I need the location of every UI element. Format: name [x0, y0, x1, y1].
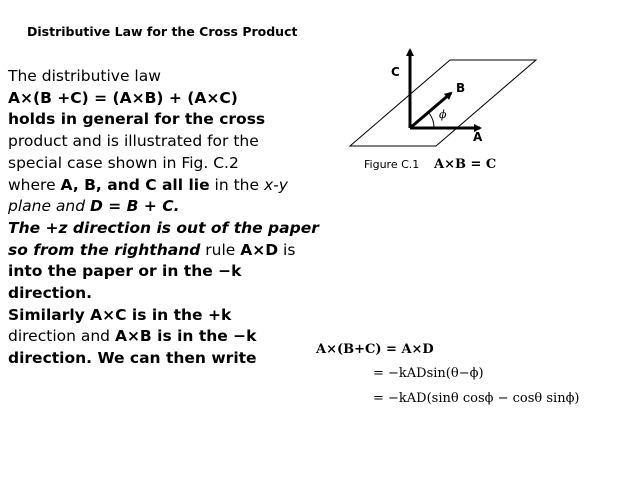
equation-line-3: = −kAD(sinθ cosϕ − cosθ sinϕ) — [373, 391, 580, 406]
body-text-segment: The distributive law — [8, 67, 161, 85]
vector-figure — [330, 30, 540, 175]
body-text-segment: holds in general for the cross — [8, 110, 266, 129]
body-line — [8, 305, 338, 327]
angle-arc — [429, 113, 434, 128]
slide-title: Distributive Law for the Cross Product — [27, 24, 298, 39]
body-text-segment: is — [278, 240, 296, 259]
body-text-segment: The +z direction is out of the paper — [8, 218, 319, 237]
body-text-segment: A×D — [240, 240, 279, 259]
body-text-segment: direction and — [8, 327, 115, 346]
body-text-segment: into the paper or in the −k — [8, 262, 242, 281]
figure-caption-formula: A×B = C — [434, 157, 497, 172]
body-line — [8, 326, 338, 348]
body-text — [8, 66, 338, 370]
body-line — [8, 240, 338, 262]
xy-plane — [350, 60, 536, 146]
body-text-segment: where — [8, 175, 61, 194]
body-text-segment: in the — [209, 175, 264, 194]
body-text-segment: rule — [200, 240, 241, 259]
body-line — [8, 88, 338, 110]
body-line — [8, 218, 338, 240]
body-text-segment: A, B, and C all lie — [60, 175, 210, 194]
body-line — [8, 153, 338, 175]
label-c: C — [391, 65, 400, 79]
body-text-segment: x-y — [263, 175, 288, 194]
label-a: A — [473, 130, 483, 144]
body-line — [8, 66, 338, 88]
figure-caption-prefix: Figure C.1 — [364, 158, 420, 171]
body-text-segment: A×B is in the −k — [114, 327, 257, 346]
body-text-segment: so from the righthand — [8, 240, 201, 259]
body-text-segment: product and is illustrated for the — [8, 132, 259, 151]
body-line — [8, 196, 338, 218]
body-line — [8, 348, 338, 370]
label-b: B — [456, 81, 466, 95]
body-text-segment: D = B + C. — [90, 197, 180, 216]
body-text-segment: A×(B +C) = (A×B) + (A×C) — [8, 88, 238, 107]
equation-line-2: = −kADsin(θ−ϕ) — [373, 366, 484, 381]
body-text-segment: Similarly A×C is in the +k — [8, 305, 232, 324]
body-line — [8, 175, 338, 197]
body-line — [8, 131, 338, 153]
body-text-segment: plane and — [8, 197, 91, 216]
body-line — [8, 261, 338, 283]
body-line — [8, 283, 338, 305]
equations — [312, 332, 612, 414]
body-text-segment: direction. We can then write — [8, 349, 257, 368]
body-line — [8, 109, 338, 131]
body-text-segment: direction. — [8, 284, 93, 303]
angle-label: ϕ — [439, 108, 447, 121]
body-text-segment: special case shown in Fig. C.2 — [8, 153, 239, 172]
equation-line-1: A×(B+C) = A×D — [316, 342, 434, 357]
